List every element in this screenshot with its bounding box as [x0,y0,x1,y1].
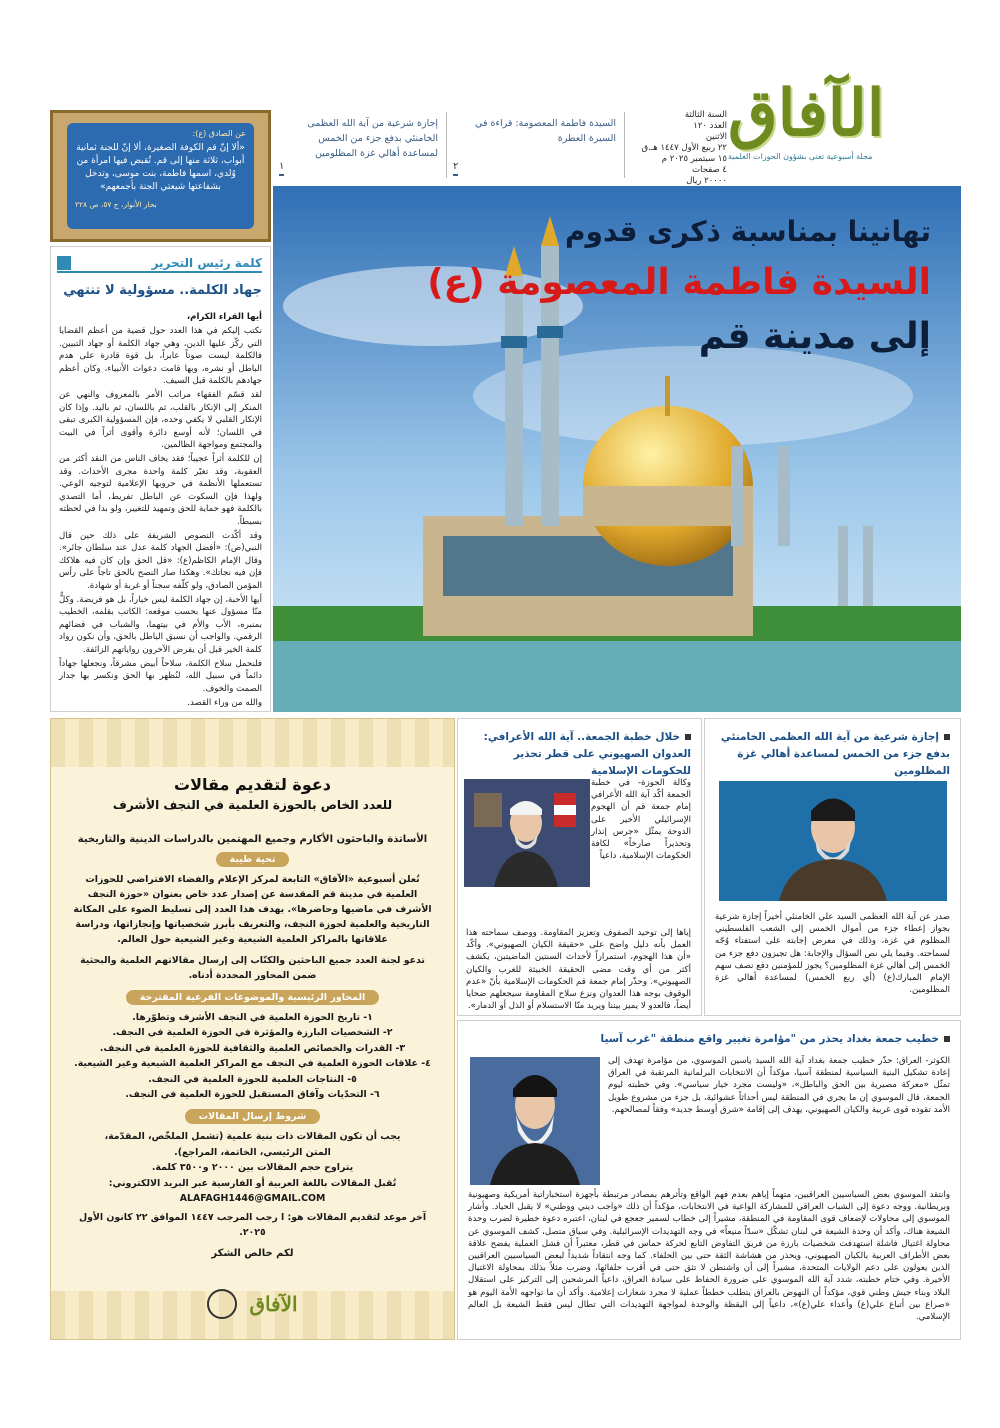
editorial-paragraph: والله من وراء القصد. [187,698,262,709]
bullet-icon [944,1036,950,1042]
hero-line-congrats: تهانينا بمناسبة ذكرى قدوم [565,215,931,248]
cfp-thanks: لكم خالص الشكر [211,1248,294,1260]
article-lead: وكالة الحوزة- في خطبة الجمعة أكّد آية الله الأعرافي إمام جمعة قم أن الهجوم الإسرائيلي الأخير على الدوحة يمثّل «جرس إنذار وتحذيراً صارخاً» لكافة الحكومات الإسلامية، داعياً [591,778,691,862]
teaser-page-number: ٢ [453,159,458,176]
teaser-page-2[interactable] [447,112,625,178]
article-body: إياها إلى توحيد الصفوف وتعزيز المقاومة. ووصف سماحته هذا العمل بأنه دليل واضح على «حقيقة الكيان الصهيوني». وأكّد «أن هذا الهجوم، استمراراً لأحداث السنتين الماضيتين، يكشف أكثر من أي وقت مضى الحقيقة الخبيثة للغرب والكيان الصهيوني». وحذّر إمام جمعة قم الحكومات الإسلامية بأنّ «عدم الوقوف بوجه هذا العدوان ونزع سلاح المقاومة سيجعلهم ضحايا أيضاً، فالعدو لا يميز بيننا ويريد منّا الاستسلام أو الذل أو الدمار». [466,928,691,1012]
editorial-paragraph: أيها الأحبة، إن جهاد الكلمة ليس خياراً، بل هو فريضة. وكلٌّ منّا مسؤول عنها بحسب موقعه: الكاتب بقلمه، الخطيب بمنبره، الأب والأم في بيتهما، والشباب في فضائهم الرقمي. والواجب أن نسبق الباطل بالحق، وأن نكون رواد كلمة الخير قبل أن يفرض الآخرون رواياتهم الزائفة. [59,594,262,655]
hadith-box [50,110,271,242]
cfp-topic-item: ٢- الشخصيات البارزة والمؤثرة في الحوزة العلمية في النجف. [112,1027,393,1039]
issue-info [627,110,727,187]
cfp-audience: الأساتذة والباحثون الأكارم وجميع المهتمين بالدراسات الدينية والتاريخية [77,834,428,845]
cfp-deadline: آخر موعد لتقديم المقالات هو: ا رجب المرجب ١٤٤٧ الموافق ٢٢ كانون الأول ٢٠٢٥. [78,1212,427,1239]
article-body: صدر عن آية الله العظمى السيد علي الخامنئي أخيراً إجازة شرعية بجواز إعطاء جزء من أموال الخمس إلى الشعب الفلسطيني المظلوم في غزة، وذلك في معرض إجابته على استفتاء وُجّه لسماحته. وفيما يلي نص السؤال والإجابة: هل تجيزون دفع جزء من الخمس إلى أهالي غزة المظلومين؟ يجوز للمؤمنين دفع نصف سهم الإمام المبارك(ع) (أي ربع الخمس) لمساعدة أهالي غزة المظلومين. [715,912,950,996]
editorial-paragraph: نكتب إليكم في هذا العدد حول قضية من أعظم القضايا التي ركّز عليها الدين، وهي جهاد الكلمة أو جهاد التبيين. فالكلمة ليست صوتاً عابراً، بل قوة قادرة على هدم الباطل أو نشره، وبها قامت دعوات الأنبياء، وكان أعظم جهادهم بالكلمة قبل السيف. [59,326,262,387]
issue-hijri-date: ٢٢ ربيع الأول ١٤٤٧ هـ.ق [641,143,727,153]
article-photo [719,781,947,901]
cfp-topics-list [73,1010,432,1102]
cfp-topic-item: ٦- التحدّيات وآفاق المستقبل للحوزة العلمية في النجف. [125,1089,380,1101]
issue-price: ٢٠٠٠٠ ريال [686,176,727,186]
cfp-term-item: يجب أن تكون المقالات ذات بنية علمية (تشمل الملخّص، المقدّمة، [104,1131,401,1143]
editorial-column [50,246,271,712]
portrait-illustration [719,781,947,901]
editorial-label: كلمة رئيس التحرير [151,256,262,270]
article-title-text: إجازة شرعية من آية الله العظمى الخامنئي بدفع جزء من الخمس لمساعدة أهالي غزة المظلومين [720,731,950,777]
cfp-invite: تدعو لجنة العدد جميع الباحثين والكتّاب إلى إرسال مقالاتهم العلمية والبحثية ضمن المحاور المحددة أدناه. [80,955,425,981]
editorial-header [57,255,262,273]
editorial-paragraph: وقد أكّدت النصوص الشريفة على ذلك حين قال النبي(ص): «أفضل الجهاد كلمة عدل عند سلطان جائر». وقال الإمام الكاظم(ع): «قل الحق وإن كان فيه هلاكك فإن فيه نجاتك». وهكذا صار النصح بالحق تاجاً على رأس المؤمن الصادق، ولو كلّفه سجناً أو غربة أو شهادة. [59,530,262,591]
article-body: وانتقد الموسوي بعض السياسيين العراقيين، متهماً إياهم بعدم فهم الواقع وتأثرهم بمصادر مرتبطة بأجهزة استخباراتية أمريكية وصهيونية وبريطانية. ووجه دعوة إلى الشباب العراقي للمشاركة الواعية في الانتخابات، مؤكداً أن ذلك «واجب ديني ووطني» لا يقبل الحياد. وأشار الموسوي إلى محاولات لإضعاف قوى المقاومة في المنطقة، مشيراً إلى خطاب لسمير جعجع في لبنان، اعتبره دعوة خطيرة لضرب وحدة الشيعة هناك، وأكد أن وحدة الشيعة في لبنان تشكّل «سدّاً منيعاً» في وجه التهديدات الإسرائيلية. وفي سياق متصل، كشف الموسوي عن محاولة اغتيال فاشلة استهدفت شخصيات بارزة من فريق التفاوض التابع لحركة حماس في قطر، معتبراً أن فشل العملية يفضح علاقة بعض الأطراف العربية بالكيان الصهيوني، ويحذر من هشاشة الثقة حتى بين الحلفاء. كما وجه انتقاداً شديداً لبعض السياسيين العراقيين الذين يعولون على دعم الولايات المتحدة، مشيراً إلى أن واشنطن لا تثق حتى في أقرب حلفائها، وضرب مثلاً بذلك بمحاولة الاغتيال الأخيرة. وفي ختام خطبته، شدد آية الله الموسوي على ضرورة الحفاظ على سيادة العراق، داعياً المرشحين إلى التركيز على استقلال البلاد وبناء جيش وطني قوي، مؤكداً أن النهوض بالعراق يتطلب خططاً عملية لا مجرد شعارات إعلامية. وأكد أن ما تواجهه الأمة اليوم هو «صراع بين أتباع علي(ع) وأعداء علي(ع)»، داعياً إلى اليقظة والوحدة لمواجهة التهديدات التي تطال ليس فقط الشيعة بل العالم الإسلامي. [468,1190,950,1323]
article-photo [464,779,590,887]
issue-pages: ٤ صفحات [692,165,727,175]
logo-text: الآفاق [728,76,885,151]
article-photo [470,1057,600,1185]
hero-line-name: السيدة فاطمة المعصومة (ع) [427,262,931,303]
cfp-content [73,775,432,1259]
hadith-title: عن الصادق (ع): [192,129,246,138]
article-khamenei-fatwa [704,718,961,1016]
issue-number: العدد ١٢٠ [693,121,727,131]
teaser-page-number: ١ [279,159,284,176]
editorial-paragraph: فلنحمل سلاح الكلمة، سلاحاً أبيض مشرقاً، ونجعلها جهاداً دائماً في سبيل الله، لنُظهر بها الحق ونكسر بها جدار الصمت والخوف. [59,658,262,694]
portrait-illustration [470,1057,600,1185]
cfp-logos [51,1289,454,1319]
editorial-body [59,311,262,712]
issue-year: السنة الثالثة [684,110,727,120]
ornament-border-top [51,719,454,767]
article-title[interactable] [468,729,691,780]
cfp-email-link[interactable]: ALAFAGH1446@GMAIL.COM [179,1193,326,1205]
hero-banner[interactable] [273,186,961,712]
article-title-text: خطيب جمعة بغداد يحذر من "مؤامرة تغيير واقع منطقة "غرب آسيا [600,1033,939,1045]
cfp-subtitle: للعدد الخاص بالحوزة العلمية في النجف الأشرف [112,798,393,812]
article-arafi-friday [457,718,702,1016]
center-logo-icon [207,1289,237,1319]
editorial-paragraph: لقد قسّم الفقهاء مراتب الأمر بالمعروف والنهي عن المنكر إلى الإنكار بالقلب، ثم باللسان، ثم باليد. وإذا كان الإنكار القلبي لا يكفي وحده، فإن المسؤولية الكبرى تبقى في اللسان؛ لأنه أوسع دائرة وأقوى أثراً في البيت والمجتمع ومواجهة الظالمين. [59,390,262,451]
article-lead: الكوثر- العراق: حذّر خطيب جمعة بغداد آية الله السيد ياسين الموسوي، من مؤامرة تهدف إلى إعادة تشكيل البنية السياسية لمنطقة آسيا، مؤكداً أن الانتخابات البرلمانية المرتقبة في العراق تمثّل «معركة مصيرية بين الحق والباطل»، «وليست مجرد خيار سياسي». وفي خطبته ليوم الجمعة، قال الموسوي إن ما يجري في المنطقة ليس أحداثاً عشوائية، بل جزء من مشروع طويل الأمد تقوده قوى غربية والكيان الصهيوني، يهدف إلى إقامة «شرق أوسط جديد» وفقاً لمصالحهم. [608,1056,950,1115]
call-for-papers [50,718,455,1340]
cfp-topic-item: ٤- علاقات الحوزة العلمية في النجف مع المراكز العلمية الشيعية وغير الشيعية. [74,1058,431,1070]
cfp-intro: تُعلن أسبوعية «الآفاق» التابعة لمركز الإعلام والفضاء الافتراضي للحوزات العلمية في مدينة قم المقدسة عن إصدار عدد خاص بعنوان «حوزة النجف الأشرف في ماضيها وحاضرها». يهدف هذا العدد إلى تسليط الضوء على المكانة التاريخية والعلمية لحوزة النجف، والتعريف بأبرز شخصياتها وإنجازاتها، ودراسة علاقاتها بالمراكز العلمية الشيعية وغير الشيعية حول العالم. [73,874,432,945]
cfp-term-item: يتراوح حجم المقالات بين ٢٠٠٠ و٣٥٠٠ كلمة. [151,1162,354,1174]
article-title[interactable] [468,1031,950,1048]
teaser-page-1[interactable] [273,112,447,178]
article-baghdad-friday [457,1020,961,1340]
hero-line-city: إلى مدينة قم [698,316,931,357]
bullet-icon [944,734,950,740]
hadith-source: بحار الأنوار، ج ٥٧، ص ٢٢٨ [75,200,157,209]
issue-day: الاثنين [705,132,727,142]
bullet-icon [685,734,691,740]
teaser-text: السيدة فاطمة المعصومة: قراءة في السيرة العطرة [475,118,616,144]
cfp-terms-label: شروط إرسال المقالات [185,1109,321,1124]
editorial-paragraph: أيها القراء الكرام، [186,312,262,322]
editorial-paragraph: إن للكلمة أثراً عجيباً؛ فقد يخاف الناس من النقد أكثر من العقوبة، وقد تغيّر كلمة واحدة مجرى الأحداث. وقد تستعملها الأنظمة في حروبها الإعلامية لتوجيه الوعي. ولهذا فإن السكوت عن الباطل تفريط، أما التصدي بالكلمة فهو حماية للحق وتمهيد للتغيير، ولو بدا في لحظته بسيطاً. [59,454,262,527]
cfp-topic-item: ١- تاريخ الحوزة العلمية في النجف الأشرف وتطوّرها. [132,1012,373,1023]
teaser-text: إجازة شرعية من آية الله العظمى الخامنئي بدفع جزء من الخمس لمساعدة أهالي غزة المظلومين [307,118,438,159]
masthead-logo[interactable] [728,70,960,180]
logo-tagline: مجلة أسبوعية تعنى بشؤون الحوزات العلمية [728,152,873,161]
cfp-topic-item: ٣- القدرات والخصائص العلمية والثقافية للحوزة العلمية في النجف. [99,1042,406,1054]
hadith-panel [67,123,254,229]
portrait-illustration [464,779,590,887]
masthead [627,76,960,186]
article-title-text: خلال خطبة الجمعة.. آية الله الأعرافي: العدوان الصهيوني على قطر تحذير للحكومات الإسلامية [483,731,691,777]
issue-gregorian-date: ١٥ سبتمبر ٢٠٢٥ م [661,154,727,164]
cfp-greeting-label: تحية طيبة [216,852,290,867]
section-marker-icon [57,256,71,270]
hero-headline [427,208,931,364]
cfp-topics-label: المحاور الرئيسية والموضوعات الفرعية المقترحة [126,990,380,1005]
cfp-terms-list [73,1129,432,1191]
cfp-term-item: المتن الرئيسي، الخاتمة، المراجع). [174,1146,331,1158]
editorial-title[interactable]: جهاد الكلمة.. مسؤولية لا تنتهي [63,283,262,298]
article-title[interactable] [715,729,950,780]
hadith-text: «ألا إنّ قم الكوفة الصغيرة، ألا إنّ للجنة ثمانية أبواب، ثلاثة منها إلى قم. تُقبض فيها امرأة من وُلدي، اسمها فاطمة، بنت موسى، وتدخل بشفاعتها شيعتي الجنة بأجمعهم» [76,143,245,192]
cfp-topic-item: ٥- النتاجات العلمية للحوزة العلمية في النجف. [148,1073,357,1085]
cfp-title: دعوة لتقديم مقالات [173,775,332,794]
alafagh-logo: الآفاق [249,1292,298,1316]
cfp-term-item: تُقبل المقالات باللغة العربية أو الفارسية عبر البريد الالكتروني: [108,1177,397,1189]
